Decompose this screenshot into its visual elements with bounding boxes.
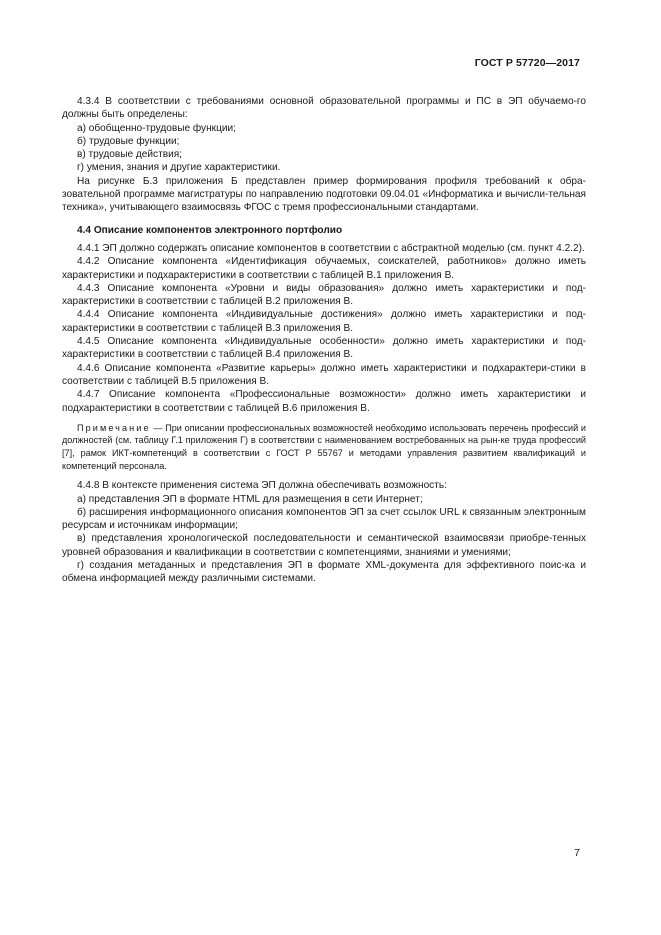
page-number: 7 [574,847,580,859]
paragraph-4-4-6: 4.4.6 Описание компонента «Развитие карьеры» должно иметь характеристики и подхарактери-стики в соответствии с таблицей В.5 приложения В. [62,362,586,387]
note-text: При описании профессиональных возможностей необходимо использовать перечень профессий и должностей (см. таблицу Г.1 приложения Г) в соответствии с наименованием востребованных на рын-ке труда профессий [7], рамок ИКТ-компетенций в соответствии с ГОСТ Р 55767 и методами управления развитием квалификаций и компетенций персонала. [62,422,586,471]
note-block [62,422,586,472]
section-title: 4.4 Описание компонентов электронного портфолио [77,224,343,236]
list-item-a: а) обобщенно-трудовые функции; [77,122,236,134]
note-dash: — [150,422,166,433]
paragraph-4-4-3: 4.4.3 Описание компонента «Уровни и виды образования» должно иметь характеристики и под-характеристики в соответствии с таблицей В.2 приложения В. [62,282,586,308]
option-item-d: г) создания метаданных и представления ЭП в формате XML-документа для эффективного поис-ка и обмена информацией между различными системами. [62,559,586,585]
list-item-d: г) умения, знания и другие характеристики. [77,162,281,174]
paragraph-4-4-2: 4.4.2 Описание компонента «Идентификация обучаемых, соискателей, работников» должно иметь характеристики и подхарактеристики в соответствии с таблицей В.1 приложения В. [62,256,586,281]
paragraph-4-4-5: 4.4.5 Описание компонента «Индивидуальные особенности» должно иметь характеристики и под-характеристики в соответствии с таблицей В.4 приложения В. [62,336,586,361]
standard-designation: ГОСТ Р 57720—2017 [474,57,580,69]
paragraph-4-4-1: 4.4.1 ЭП должно содержать описание компонентов в соответствии с абстрактной моделью (см. пункт 4.2.2). [77,242,585,254]
paragraph-figure-reference: На рисунке Б.3 приложения Б представлен пример формирования профиля требований к обра-зовательной программе магистратуры по направлению подготовки 09.04.01 «Информатика и вычисли-тельная техника», учитывающего взаимосвязь ФГОС с тремя профессиональными стандартами. [62,175,586,214]
page-body [62,95,586,586]
paragraph-4-4-7: 4.4.7 Описание компонента «Профессиональные возможности» должно иметь характеристики и подхарактеристики в соответствии с таблицей В.6 приложения В. [62,389,586,414]
option-item-b: б) расширения информационного описания компонентов ЭП за счет ссылок URL к связанным электронным ресурсам и источникам информации; [62,506,586,532]
list-item-c: в) трудовые действия; [77,149,182,161]
paragraph-4-4-8: 4.4.8 В контексте применения система ЭП должна обеспечивать возможность: [77,480,447,492]
note-label: Примечание [77,422,151,433]
option-item-c: в) представления хронологической последовательности и семантической взаимосвязи приобре-тенных уровней образования и квалификации в соответствии с компетенциями, знаниями и умениями; [62,533,586,558]
option-item-a: а) представления ЭП в формате HTML для размещения в сети Интернет; [77,493,423,505]
list-item-b: б) трудовые функции; [77,135,180,147]
paragraph-4-3-4: 4.3.4 В соответствии с требованиями основной образовательной программы и ПС в ЭП обучаемо-го должны быть определены: [62,96,586,121]
paragraph-4-4-4: 4.4.4 Описание компонента «Индивидуальные достижения» должно иметь характеристики и под-характеристики в соответствии с таблицей В.3 приложения В. [62,309,586,334]
